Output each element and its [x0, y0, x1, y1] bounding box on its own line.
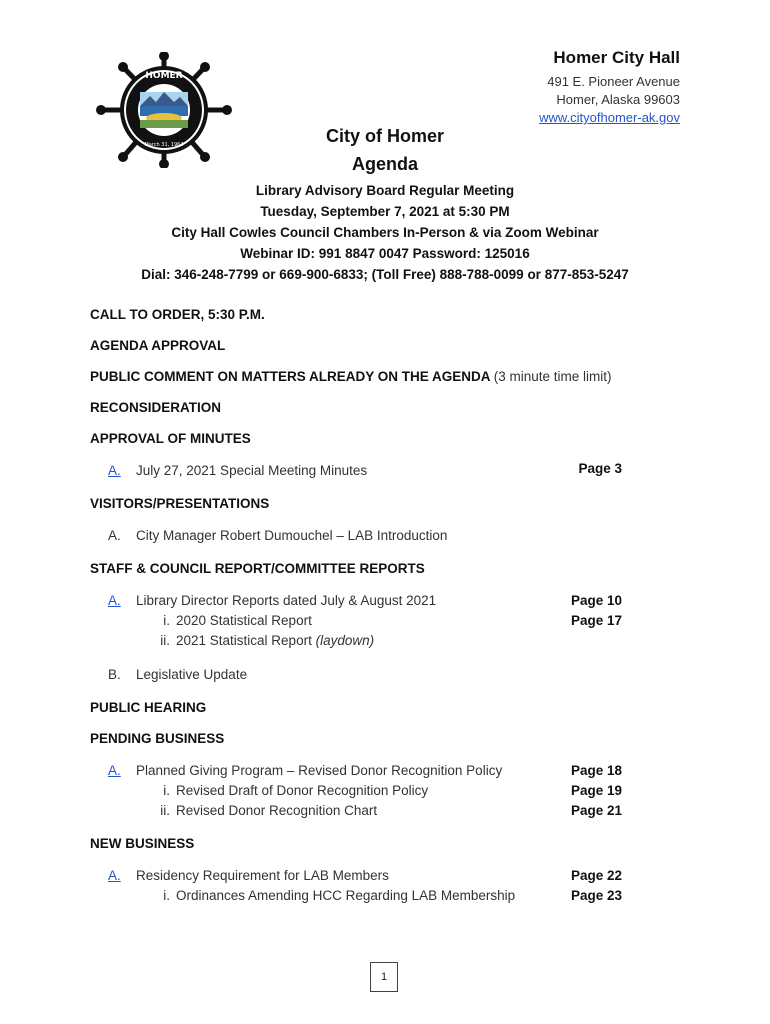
agenda-list — [90, 306, 650, 920]
item-letter: A. — [108, 528, 121, 543]
page-subtitle: Agenda — [351, 154, 418, 174]
item-letter: B. — [108, 667, 121, 682]
section-staff-reports: STAFF & COUNCIL REPORT/COMMITTEE REPORTS — [90, 561, 425, 576]
agenda-subitem — [150, 781, 650, 801]
agenda-item — [108, 591, 650, 611]
website-link[interactable]: www.cityofhomer-ak.gov — [539, 110, 680, 125]
item-text: Planned Giving Program – Revised Donor Recognition Policy — [136, 763, 503, 778]
city-seal-logo — [96, 52, 232, 168]
meeting-webinar: Webinar ID: 991 8847 0047 Password: 125016 — [240, 246, 530, 261]
minutes-items — [90, 461, 650, 481]
svg-text:HOMER: HOMER — [145, 71, 183, 81]
page-reference: Page 19 — [570, 783, 622, 798]
subitem-number: ii. — [160, 803, 170, 818]
section-new-business: NEW BUSINESS — [90, 836, 195, 851]
item-text: Residency Requirement for LAB Members — [136, 868, 389, 883]
subitem-text: Revised Donor Recognition Chart — [176, 803, 378, 818]
agenda-subitem — [150, 886, 650, 906]
agenda-item — [108, 761, 650, 781]
agenda-subitem — [150, 801, 650, 821]
section-pending-business: PENDING BUSINESS — [90, 731, 225, 746]
item-text: July 27, 2021 Special Meeting Minutes — [136, 463, 368, 478]
new-items — [90, 866, 650, 906]
section-visitors: VISITORS/PRESENTATIONS — [90, 496, 270, 511]
page-reference: Page 3 — [578, 461, 622, 476]
subitem-number: i. — [163, 613, 170, 628]
page-number: 1 — [370, 962, 398, 992]
item-link[interactable]: A. — [108, 593, 121, 608]
item-link[interactable]: A. — [108, 463, 121, 478]
agenda-item — [108, 866, 650, 886]
subitem-text: 2020 Statistical Report — [176, 613, 312, 628]
visitors-items — [90, 526, 650, 546]
item-text: City Manager Robert Dumouchel – LAB Introduction — [136, 528, 448, 543]
section-call-to-order: CALL TO ORDER, 5:30 P.M. — [90, 307, 265, 322]
agenda-subitem — [150, 611, 650, 631]
agenda-item — [108, 461, 650, 481]
subitem-label: 2021 Statistical Report — [176, 633, 312, 648]
subitem-number: ii. — [160, 633, 170, 648]
subitem-text — [176, 631, 374, 651]
meeting-info — [0, 180, 770, 285]
page-reference: Page 18 — [570, 763, 622, 778]
agenda-item — [108, 665, 650, 685]
city-hall-contact — [539, 48, 680, 127]
meeting-datetime: Tuesday, September 7, 2021 at 5:30 PM — [260, 204, 510, 219]
staff-items — [90, 591, 650, 651]
page-reference: Page 21 — [570, 803, 622, 818]
page-reference: Page 17 — [570, 613, 622, 628]
subitem-note: (laydown) — [315, 633, 375, 648]
office-name: Homer City Hall — [553, 48, 680, 67]
item-text: Library Director Reports dated July & August 2021 — [136, 593, 437, 608]
subitem-number: i. — [163, 783, 170, 798]
section-public-comment — [90, 368, 650, 386]
section-agenda-approval: AGENDA APPROVAL — [90, 338, 226, 353]
subitem-text: Ordinances Amending HCC Regarding LAB Membership — [176, 888, 516, 903]
agenda-subitem — [150, 631, 650, 651]
address-line-2: Homer, Alaska 99603 — [556, 92, 680, 107]
meeting-dial: Dial: 346-248-7799 or 669-900-6833; (Toll Free) 888-788-0099 or 877-853-5247 — [141, 267, 629, 282]
page-reference: Page 22 — [570, 868, 622, 883]
address-line-1: 491 E. Pioneer Avenue — [547, 74, 680, 89]
svg-text:March 31, 1964: March 31, 1964 — [144, 142, 184, 148]
item-text: Legislative Update — [136, 667, 248, 682]
section-approval-of-minutes: APPROVAL OF MINUTES — [90, 431, 251, 446]
meeting-name: Library Advisory Board Regular Meeting — [255, 183, 515, 198]
page-reference: Page 23 — [570, 888, 622, 903]
staff-items-b — [90, 665, 650, 685]
section-public-hearing: PUBLIC HEARING — [90, 700, 207, 715]
meeting-location: City Hall Cowles Council Chambers In-Person & via Zoom Webinar — [171, 225, 599, 240]
pending-items — [90, 761, 650, 821]
section-reconsideration: RECONSIDERATION — [90, 400, 222, 415]
page-title: City of Homer — [325, 126, 444, 146]
subitem-text: Revised Draft of Donor Recognition Policy — [176, 783, 429, 798]
item-link[interactable]: A. — [108, 763, 121, 778]
public-comment-label: PUBLIC COMMENT ON MATTERS ALREADY ON THE AGENDA — [90, 369, 490, 384]
public-comment-note: (3 minute time limit) — [493, 369, 612, 384]
subitem-number: i. — [163, 888, 170, 903]
agenda-item — [108, 526, 650, 546]
item-link[interactable]: A. — [108, 868, 121, 883]
page-reference: Page 10 — [570, 593, 622, 608]
